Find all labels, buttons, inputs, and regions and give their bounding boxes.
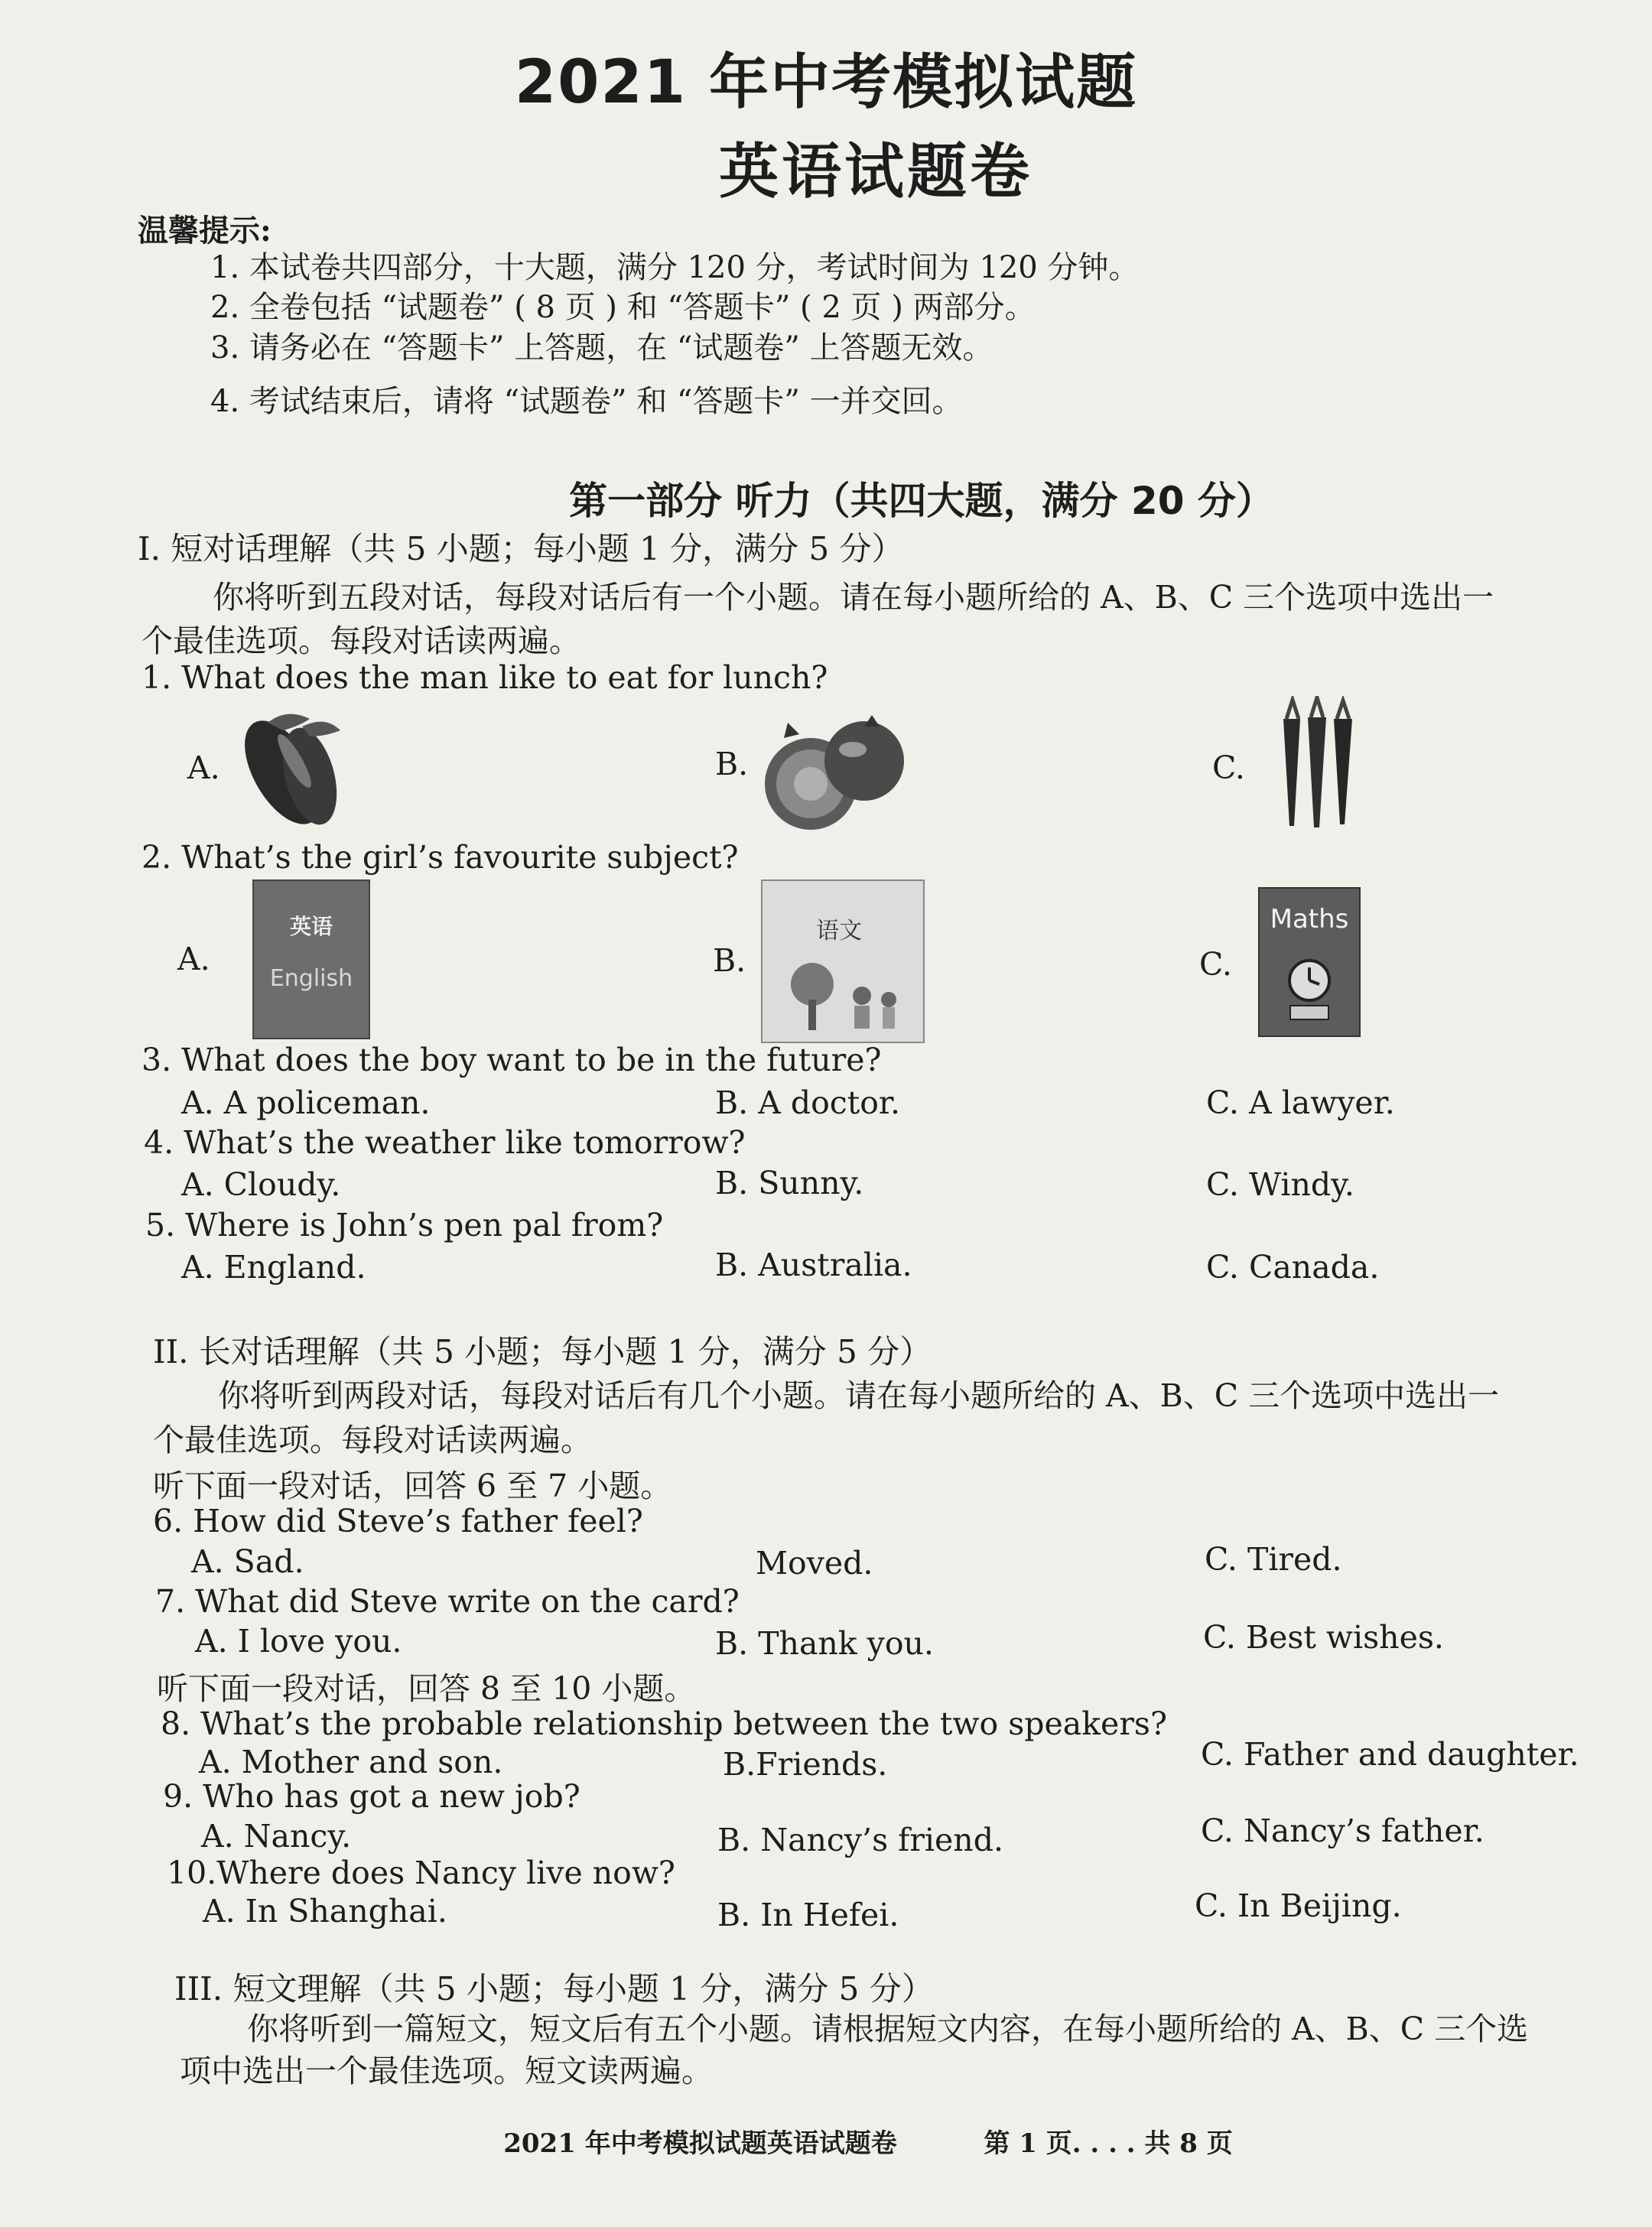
part3-heading: III. 短文理解（共 5 小题；每小题 1 分，满分 5 分） [174,1970,934,2008]
exam-subtitle: 英语试题卷 [718,138,1032,206]
q3-option-b: B. A doctor. [715,1084,901,1121]
maths-book-image [1258,887,1361,1037]
q4-option-b: B. Sunny. [715,1165,864,1201]
q6-option-a: A. Sad. [191,1543,304,1580]
q3-option-c: C. A lawyer. [1206,1084,1395,1121]
question-8: 8. What’s the probable relationship between the two speakers? [161,1705,1167,1742]
part1-intro-line2: 个最佳选项。每段对话读两遍。 [141,623,580,659]
question-9: 9. Who has got a new job? [163,1778,580,1815]
hint-item-3: 3. 请务必在 “答题卡” 上答题，在 “试题卷” 上答题无效。 [210,330,993,366]
carrot-image [1277,696,1361,834]
q10-option-c: C. In Beijing. [1195,1887,1402,1924]
english-book-title-cn: 英语 [289,914,333,939]
hint-item-4: 4. 考试结束后，请将 “试题卷” 和 “答题卡” 一并交回。 [210,384,963,419]
section-title: 第一部分 听力（共四大题，满分 20 分） [569,479,1274,523]
eggplant-image [226,700,363,834]
question-4: 4. What’s the weather like tomorrow? [144,1124,746,1161]
part3-intro-line1: 你将听到一篇短文，短文后有五个小题。请根据短文内容，在每小题所给的 A、B、C 三个选 [247,2011,1529,2047]
alarm-clock-icon [1283,954,1336,1022]
footer-exam-label: 2021 年中考模拟试题英语试题卷 [503,2128,897,2159]
q5-option-b: B. Australia. [715,1247,912,1283]
page-footer [0,2122,1652,2160]
q5-option-a: A. England. [181,1249,366,1286]
q9-option-b: B. Nancy’s friend. [717,1822,1003,1858]
part1-intro-line1: 你将听到五段对话，每段对话后有一个小题。请在每小题所给的 A、B、C 三个选项中选出一 [213,579,1494,616]
q6-option-c: C. Tired. [1205,1541,1342,1578]
question-5: 5. Where is John’s pen pal from? [145,1207,664,1244]
q7-option-c: C. Best wishes. [1203,1619,1444,1656]
part3-intro-line2: 项中选出一个最佳选项。短文读两遍。 [180,2053,713,2089]
q10-option-a: A. In Shanghai. [203,1893,447,1930]
question-7: 7. What did Steve write on the card? [155,1583,740,1620]
maths-book-title: Maths [1270,904,1349,935]
q8-option-a: A. Mother and son. [199,1744,503,1780]
q1-option-b-label: B. [715,746,749,782]
part1-heading: I. 短对话理解（共 5 小题；每小题 1 分，满分 5 分） [138,530,904,567]
question-6: 6. How did Steve’s father feel? [153,1503,643,1539]
chinese-book-image [761,879,925,1043]
exam-title: 2021 年中考模拟试题 [514,48,1138,117]
question-1: 1. What does the man like to eat for lunch? [141,659,828,696]
part2-note-1: 听下面一段对话，回答 6 至 7 小题。 [153,1468,672,1504]
q7-option-a: A. I love you. [195,1623,402,1660]
q8-option-b: B.Friends. [723,1746,888,1783]
part2-intro-line1: 你将听到两段对话，每段对话后有几个小题。请在每小题所给的 A、B、C 三个选项中选出一 [218,1377,1500,1414]
q6-option-b: Moved. [756,1545,873,1582]
hint-item-2: 2. 全卷包括 “试题卷” ( 8 页 ) 和 “答题卡” ( 2 页 ) 两部分。 [210,290,1036,325]
part2-note-2: 听下面一段对话，回答 8 至 10 小题。 [157,1670,696,1707]
part2-intro-line2: 个最佳选项。每段对话读两遍。 [153,1422,592,1458]
q8-option-c: C. Father and daughter. [1201,1736,1579,1773]
english-book-title-en: English [269,965,353,992]
hints-heading: 温馨提示: [138,213,272,249]
hint-item-1: 1. 本试卷共四部分，十大题，满分 120 分，考试时间为 120 分钟。 [210,250,1140,285]
english-book-image [252,879,370,1039]
q9-option-c: C. Nancy’s father. [1201,1812,1485,1849]
q2-option-a-label: A. [177,941,210,977]
q2-option-c-label: C. [1199,946,1232,983]
q7-option-b: B. Thank you. [715,1625,934,1662]
q10-option-b: B. In Hefei. [717,1897,899,1933]
chinese-book-illustration-icon [778,954,908,1034]
part2-heading: II. 长对话理解（共 5 小题；每小题 1 分，满分 5 分） [153,1333,932,1370]
chinese-book-title: 语文 [816,918,862,944]
question-2: 2. What’s the girl’s favourite subject? [141,839,739,876]
q1-option-a-label: A. [187,749,220,786]
q1-option-c-label: C. [1212,749,1245,786]
q3-option-a: A. A policeman. [181,1084,431,1121]
q9-option-a: A. Nancy. [201,1818,352,1855]
question-3: 3. What does the boy want to be in the future? [141,1042,882,1078]
tomato-image [757,700,910,834]
footer-page-number: 第 1 页. . . . 共 8 页 [984,2128,1233,2159]
q4-option-c: C. Windy. [1206,1166,1354,1203]
question-10: 10.Where does Nancy live now? [167,1855,675,1891]
q4-option-a: A. Cloudy. [181,1166,341,1203]
q2-option-b-label: B. [713,942,746,979]
q5-option-c: C. Canada. [1206,1249,1380,1286]
